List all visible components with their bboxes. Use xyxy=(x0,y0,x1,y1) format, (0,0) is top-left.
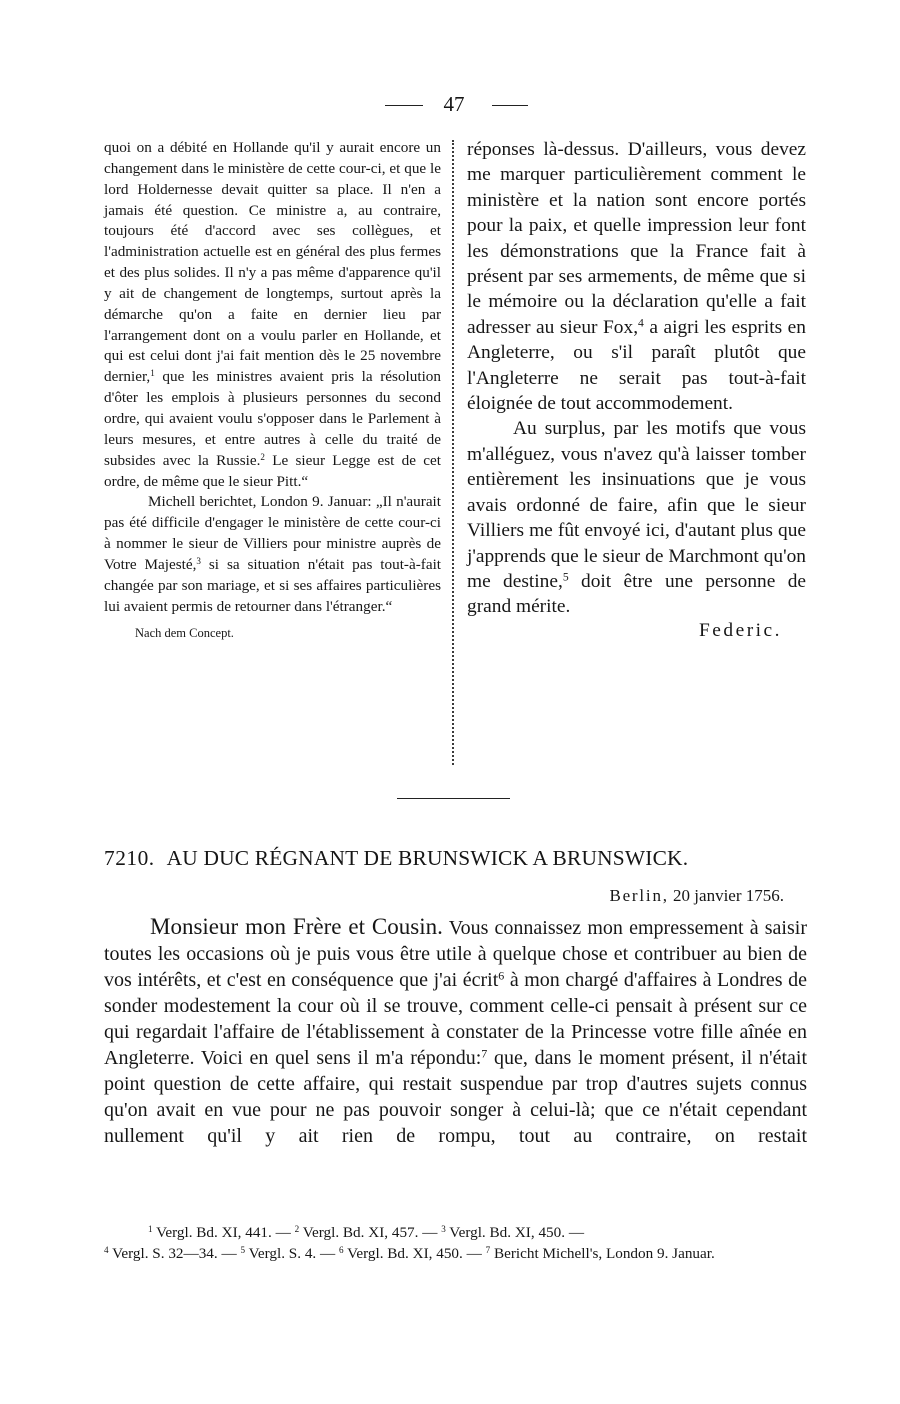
salutation: Monsieur mon Frère et Cousin. xyxy=(150,914,443,939)
header-rule-right xyxy=(492,105,528,106)
footnotes-line xyxy=(104,1244,804,1265)
left-column xyxy=(104,138,441,644)
right-paragraph-1: réponses là-dessus. D'ailleurs, vous devez me marquer particulièrement comment le ministère et la nation sont encore portés pour la paix, et quelle impression leur font les démonstrations que la France fait à présent par ses armements, de même que si le mémoire ou la déclaration qu'elle a fait adresser au sieur Fox,$^4$ a aigri les esprits en Angleterre, ou s'il paraît plutôt que l'Angleterre ne serait pas tout-à-fait éloignée de tout accommodement. xyxy=(467,139,806,415)
footnotes-line xyxy=(104,1223,804,1244)
right-column xyxy=(467,137,806,643)
footnote-ref-7: 7 xyxy=(481,1046,488,1061)
signature: Federic. xyxy=(699,619,782,641)
letter-heading xyxy=(104,846,804,871)
header-rule-left xyxy=(385,105,423,106)
letter-body: Monsieur mon Frère et Cousin. Vous connaissez mon empressement à saisir toutes les occasions où je puis vous être utile à quelque chose et contribuer au bien de vos intérêts, et c'est en conséquence que j'ai écrit$^6$ à mon chargé d'affaires à Londres de sonder modestement la cour où il se trouve, comment celle-ci pensait à présent sur ce qui regardait l'affaire de l'établissement à constater de la Princesse votre fille aînée en Angleterre. Voici en quel sens il m'a répondu:$^7$ que, dans le moment présent, il n'était point question de cette affaire, qui restait suspendue par trop d'autres sujets connus qu'on avait en vue pour ne pas pouvoir songer à celui-là; que ce n'était cependant nullement qu'il y ait rien de rompu, tout au contraire, on restait xyxy=(104,914,807,1147)
footnote-ref-1: 1 xyxy=(150,368,155,379)
letter-place: Berlin, xyxy=(609,886,669,905)
footnote-item: $^4$ Vergl. S. 32—34. — xyxy=(104,1244,241,1262)
footnotes xyxy=(104,1223,804,1265)
left-paragraph-1: quoi on a débité en Hollande qu'il y aurait encore un changement dans le ministère de cette cour-ci, et que le lord Holdernesse devait quitter sa place. Il n'en a jamais été question. Ce ministre a, au contraire, toujours été d'accord avec ses collègues, et l'administration actuelle est en général des plus fermes et des plus solides. Il n'y a pas même d'apparence qu'il y ait de changement de longtemps, surtout après la démarche qu'on a faite en dernier lieu par l'arrangement dont on a voulu parler en Hollande, et qui est celui dont j'ai fait mention dès le 25 novembre dernier,$^1$ que les ministres avaient pris la résolution d'ôter les emplois à plusieurs personnes du second ordre, qui avaient voulu s'opposer dans le Parlement à leurs mesures, et entre autres à celle du traité de subsides avec la Russie.$^2$ Le sieur Legge est de cet ordre, de même que le sieur Pitt.“ xyxy=(104,139,441,490)
section-divider xyxy=(397,798,510,799)
letter-title: AU DUC RÉGNANT DE BRUNSWICK A BRUNSWICK. xyxy=(166,846,689,870)
footnote-ref-2: 2 xyxy=(260,451,265,462)
footnote-ref-4: 4 xyxy=(638,316,644,330)
place-date xyxy=(420,886,784,906)
source-note: Nach dem Concept. xyxy=(135,626,234,641)
footnote-item: $^1$ Vergl. Bd. XI, 441. — xyxy=(148,1223,295,1241)
footnote-item: $^5$ Vergl. S. 4. — xyxy=(240,1244,339,1262)
letter-date: 20 janvier 1756. xyxy=(673,886,784,905)
letter-number: 7210. xyxy=(104,846,155,870)
footnote-item: $^7$ Bericht Michell's, London 9. Januar. xyxy=(485,1244,715,1262)
left-paragraph-2: Michell berichtet, London 9. Januar: „Il n'aurait pas été difficile d'engager le ministère de cette cour-ci à nommer le sieur de Villiers pour ministre auprès de Votre Majesté,$^3$ si sa situation n'était pas tout-à-fait changée par son mariage, et si ses affaires particulières lui avaient permis de retourner dans l'étranger.“ xyxy=(104,493,442,615)
footnote-item: $^3$ Vergl. Bd. XI, 450. — xyxy=(441,1223,585,1241)
column-divider xyxy=(452,140,454,765)
footnote-item: $^6$ Vergl. Bd. XI, 450. — xyxy=(339,1244,486,1262)
footnote-ref-5: 5 xyxy=(562,570,569,584)
footnote-ref-3: 3 xyxy=(196,555,201,566)
footnote-item: $^2$ Vergl. Bd. XI, 457. — xyxy=(294,1223,442,1241)
page-number: 47 xyxy=(443,92,465,116)
page-header xyxy=(0,92,900,122)
footnote-ref-6: 6 xyxy=(498,968,505,983)
right-paragraph-2: Au surplus, par les motifs que vous m'alléguez, vous n'avez qu'à laisser tomber entièrement les insinuations que je vous avais ordonné de faire, afin que le sieur Villiers me fût envoyé ici, d'autant plus que j'apprends que le sieur de Marchmont qu'on me destine,$^5$ doit être une personne de grand mérite. xyxy=(467,418,806,618)
